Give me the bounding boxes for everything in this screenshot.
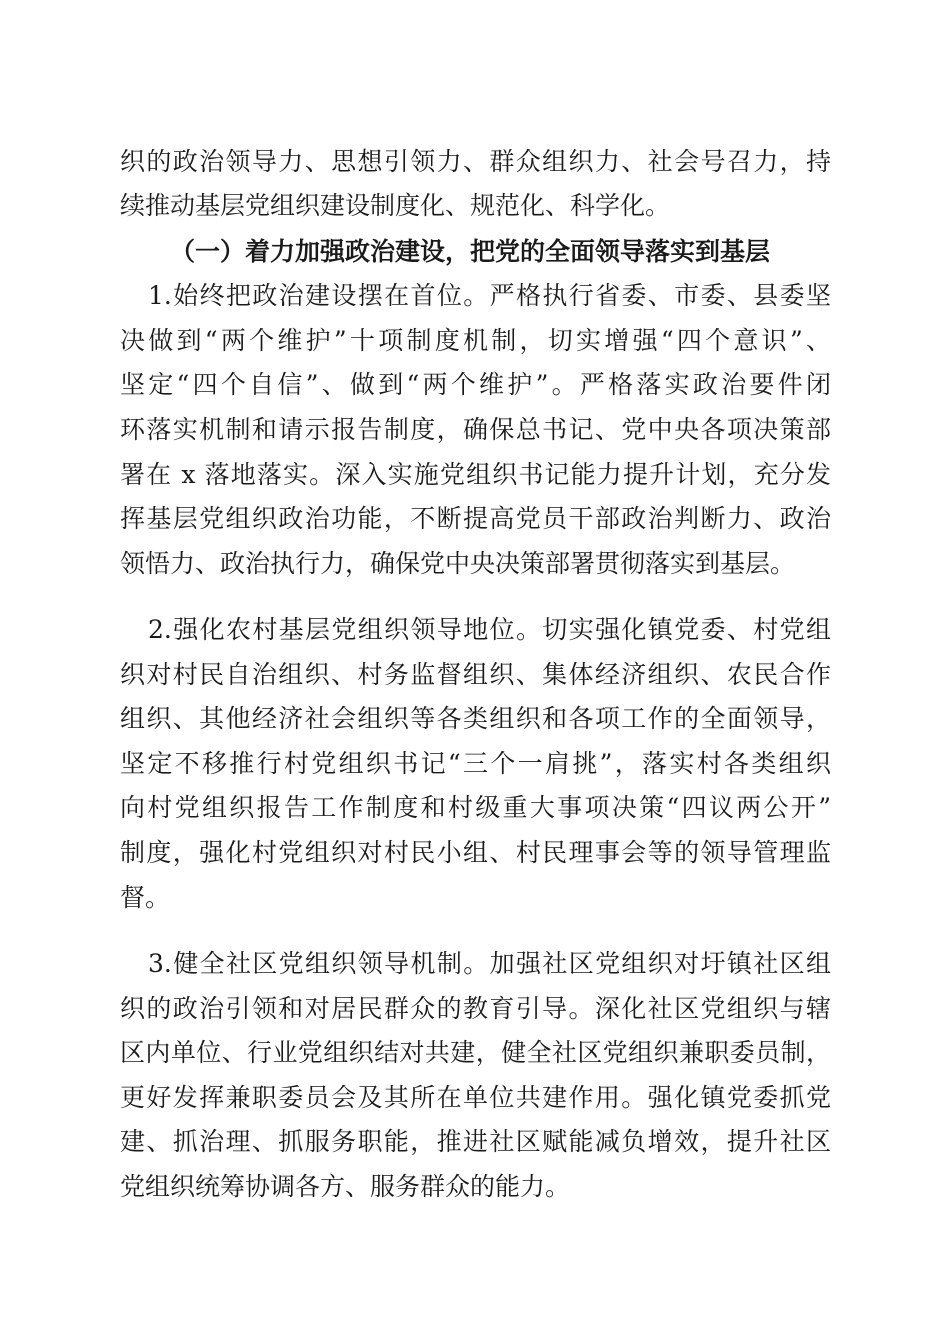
paragraph-line: 1.始终把政治建设摆在首位。严格执行省委、市委、县委坚 bbox=[148, 281, 831, 310]
paragraph-line: 织的政治领导力、思想引领力、群众组织力、社会号召力，持 bbox=[120, 147, 831, 176]
paragraph-line: 织的政治引领和对居民群众的教育引导。深化社区党组织与辖 bbox=[120, 994, 831, 1023]
paragraph-line: 续推动基层党组织建设制度化、规范化、科学化。 bbox=[120, 191, 671, 220]
paragraph-line: 向村党组织报告工作制度和村级重大事项决策“四议两公开” bbox=[120, 793, 831, 822]
paragraph-line: 织对村民自治组织、村务监督组织、集体经济组织、农民合作 bbox=[120, 660, 831, 689]
paragraph-line: 建、抓治理、抓服务职能，推进社区赋能减负增效，提升社区 bbox=[120, 1127, 831, 1156]
section-heading: （一）着力加强政治建设，把党的全面领导落实到基层 bbox=[170, 237, 771, 266]
paragraph-line: 决做到“两个维护”十项制度机制，切实增强“四个意识”、 bbox=[120, 326, 831, 355]
paragraph-line: 坚定“四个自信”、做到“两个维护”。严格落实政治要件闭 bbox=[120, 370, 831, 399]
paragraph-line: 署在 x 落地落实。深入实施党组织书记能力提升计划，充分发 bbox=[120, 460, 831, 489]
paragraph-line: 挥基层党组织政治功能，不断提高党员干部政治判断力、政治 bbox=[120, 504, 831, 533]
paragraph-line: 3.健全社区党组织领导机制。加强社区党组织对圩镇社区组 bbox=[148, 949, 831, 978]
paragraph-line: 督。 bbox=[120, 883, 171, 912]
paragraph-line: 制度，强化村党组织对村民小组、村民理事会等的领导管理监 bbox=[120, 838, 831, 867]
paragraph-line: 组织、其他经济社会组织等各类组织和各项工作的全面领导， bbox=[120, 704, 831, 733]
paragraph-line: 领悟力、政治执行力，确保党中央决策部署贯彻落实到基层。 bbox=[120, 549, 796, 578]
paragraph-line: 区内单位、行业党组织结对共建，健全社区党组织兼职委员制， bbox=[120, 1038, 831, 1067]
paragraph-line: 坚定不移推行村党组织书记“三个一肩挑”，落实村各类组织 bbox=[120, 749, 831, 778]
paragraph-line: 更好发挥兼职委员会及其所在单位共建作用。强化镇党委抓党 bbox=[120, 1083, 831, 1112]
paragraph-line: 2.强化农村基层党组织领导地位。切实强化镇党委、村党组 bbox=[148, 615, 831, 644]
paragraph-line: 党组织统筹协调各方、服务群众的能力。 bbox=[120, 1172, 571, 1201]
paragraph-line: 环落实机制和请示报告制度，确保总书记、党中央各项决策部 bbox=[120, 415, 831, 444]
